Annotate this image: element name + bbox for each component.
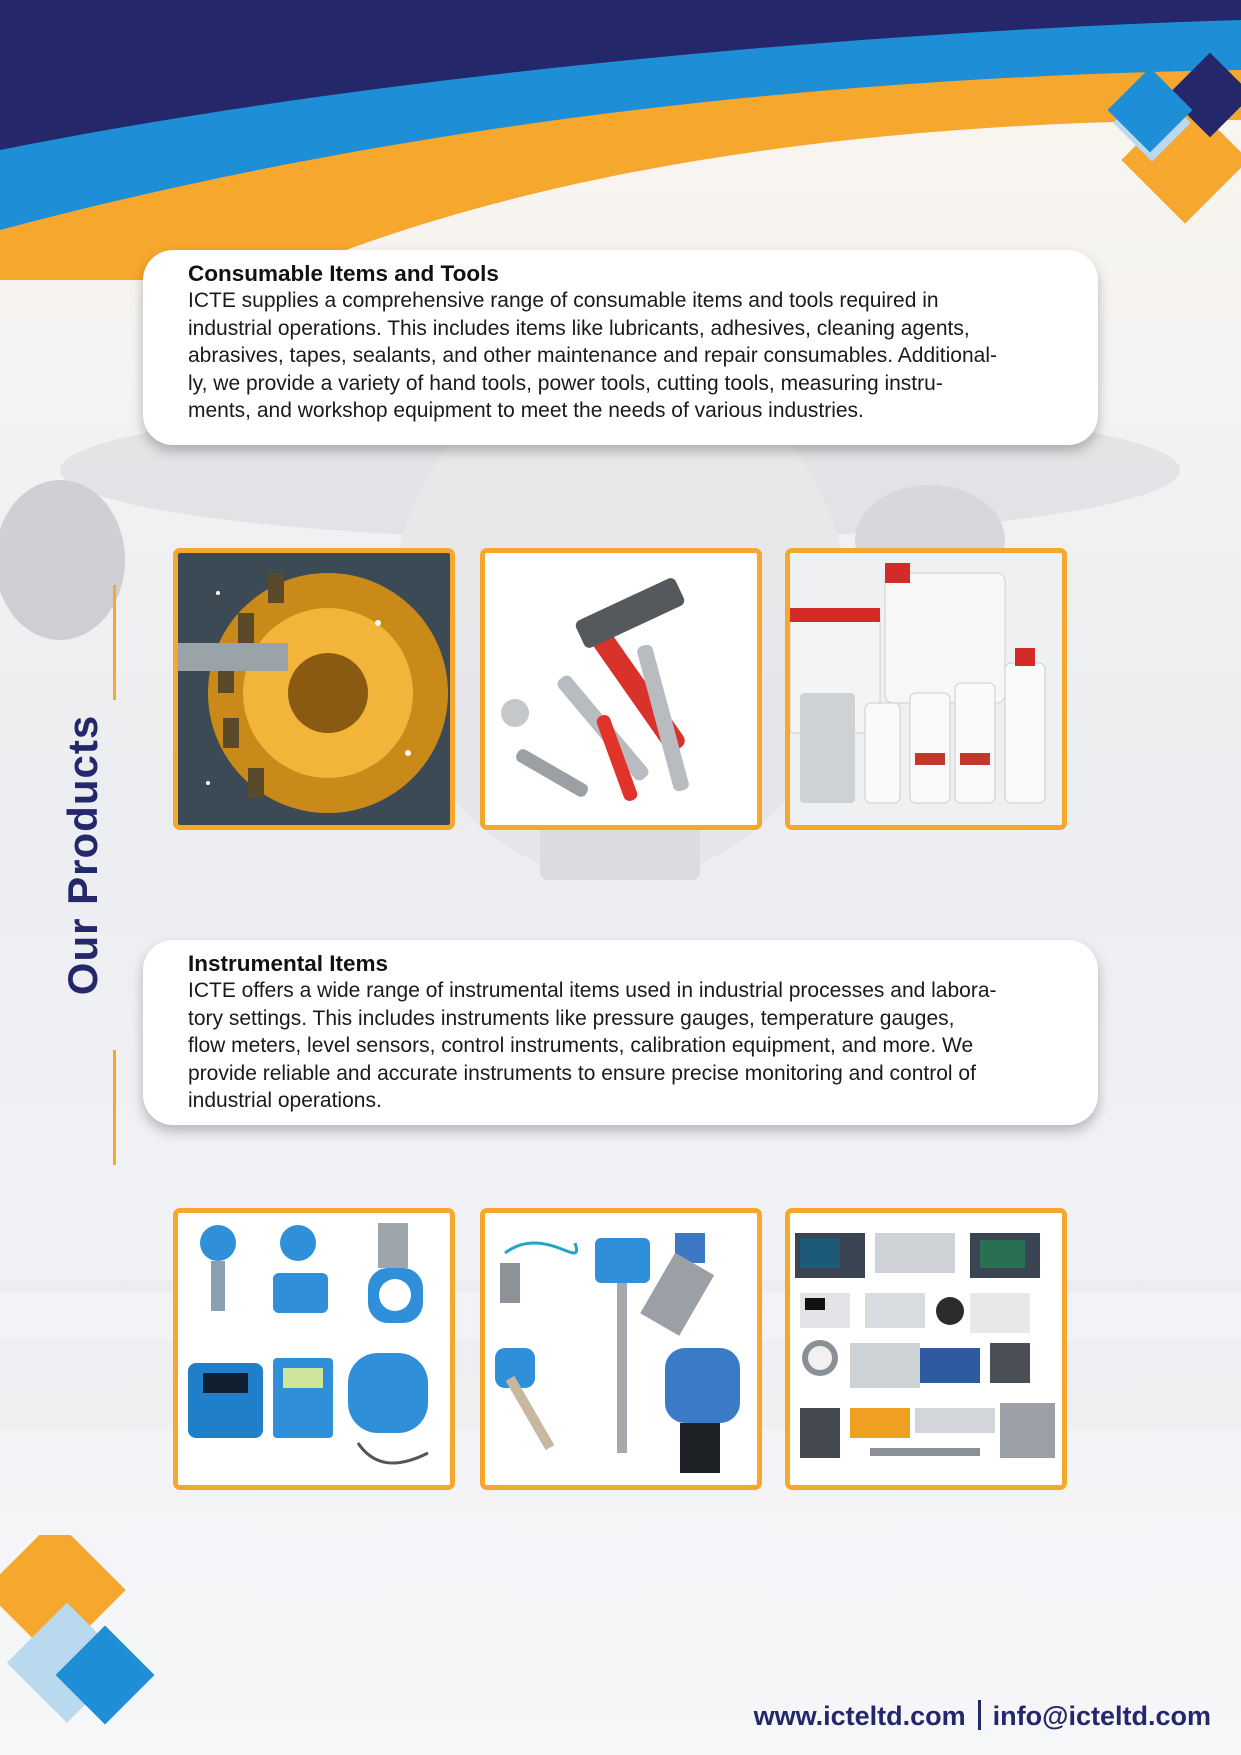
- footer-separator: [978, 1700, 981, 1730]
- email-link[interactable]: info@icteltd.com: [992, 1701, 1211, 1731]
- product-photo-adhesives: [785, 548, 1067, 830]
- header-wave-decoration: [0, 0, 1241, 280]
- sidebar-title: Our Products: [59, 714, 106, 996]
- consumables-heading: Consumable Items and Tools: [188, 261, 499, 286]
- instrumental-line-4: provide reliable and accurate instruments to ensure precise monitoring and control of: [188, 1061, 976, 1085]
- bottom-left-diamonds-icon: [0, 1535, 160, 1755]
- instrumental-line-3: flow meters, level sensors, control instruments, calibration equipment, and more. We: [188, 1034, 974, 1057]
- consumables-card: [143, 250, 1098, 445]
- product-photo-gear: [173, 548, 455, 830]
- consumables-line-5: ments, and workshop equipment to meet the needs of various industries.: [188, 399, 864, 422]
- lab-instruments-icon: [790, 1213, 1062, 1485]
- instrumental-line-1: ICTE offers a wide range of instrumental items used in industrial processes and labora-: [188, 979, 997, 1002]
- flow-meters-icon: [178, 1213, 450, 1485]
- sidebar-title-block: [28, 585, 148, 1165]
- instrumental-heading: Instrumental Items: [188, 951, 389, 976]
- instrumental-line-5: industrial operations.: [188, 1089, 382, 1112]
- level-sensors-icon: [485, 1213, 757, 1485]
- hand-tools-icon: [485, 553, 757, 825]
- website-link[interactable]: www.icteltd.com: [753, 1701, 966, 1731]
- lubricated-gear-icon: [178, 553, 450, 825]
- product-photo-level-sensors: [480, 1208, 762, 1490]
- top-right-diamonds-icon: [1100, 40, 1241, 250]
- product-photo-lab-instruments: [785, 1208, 1067, 1490]
- consumables-line-1: ICTE supplies a comprehensive range of consumable items and tools required in: [188, 289, 939, 312]
- product-photo-flowmeters: [173, 1208, 455, 1490]
- product-photo-tools: [480, 548, 762, 830]
- consumables-line-4: ly, we provide a variety of hand tools, power tools, cutting tools, measuring instru-: [188, 371, 943, 395]
- consumables-line-3: abrasives, tapes, sealants, and other maintenance and repair consumables. Additional-: [188, 344, 997, 367]
- sidebar-line-top: [113, 585, 116, 700]
- sidebar-line-bottom: [113, 1050, 116, 1165]
- instrumental-line-2: tory settings. This includes instruments like pressure gauges, temperature gauges,: [188, 1006, 955, 1030]
- instrumental-card: [143, 940, 1098, 1125]
- consumables-line-2: industrial operations. This includes items like lubricants, adhesives, cleaning agents,: [188, 316, 970, 340]
- adhesive-containers-icon: [790, 553, 1062, 825]
